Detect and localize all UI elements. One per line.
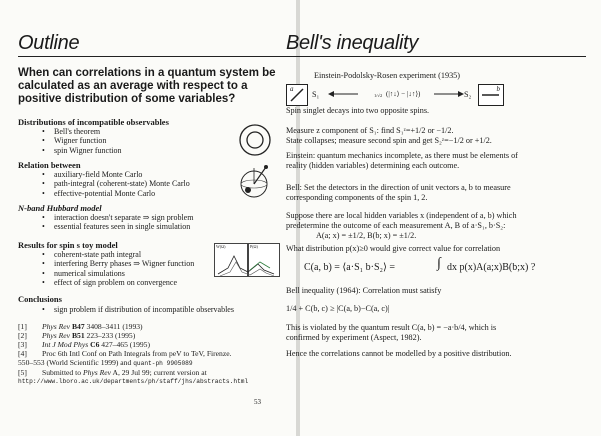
bell-setup-line-2: corresponding components of the spin 1, 2. bbox=[286, 193, 428, 202]
bell-setup-line-1: Bell: Set the detectors in the direction of unit vectors a, b to measure bbox=[286, 183, 511, 192]
arrow-left-icon bbox=[328, 88, 360, 100]
plot-a-label: W(Ω) bbox=[216, 244, 226, 249]
section-list-conclusions bbox=[54, 305, 234, 314]
spin-singlet-line: Spin singlet decays into two opposite spins. bbox=[286, 106, 430, 115]
list-item: • essential features seen in single simulation bbox=[54, 222, 193, 231]
reference-2: [2] Phys Rev B51 223–233 (1995) bbox=[18, 331, 136, 340]
list-item: • numerical simulations bbox=[54, 269, 194, 278]
bell-inequality-line: Bell inequality (1964): Correlation must satisfy bbox=[286, 286, 442, 295]
wigner-surface-graphic bbox=[214, 250, 278, 280]
spin-s1-label: S₁ bbox=[312, 90, 320, 99]
norm-factor: 1/√2 bbox=[374, 93, 383, 98]
reference-3: [3] Int J Mod Phys C6 427–465 (1995) bbox=[18, 340, 151, 349]
list-item: • Wigner function bbox=[54, 136, 122, 145]
einstein-line-1: Einstein: quantum mechanics incomplete, as there must be elements of bbox=[286, 151, 518, 160]
measure-line-2: State collapses; measure second spin and get S₂ᶻ=−1/2 or +1/2. bbox=[286, 136, 492, 145]
hidden-vars-line-3: A(a; x) = ±1/2, B(b; x) = ±1/2. bbox=[316, 231, 417, 240]
einstein-line-2: reality (hidden variables) determining each outcome. bbox=[286, 161, 460, 170]
section-list-results bbox=[54, 250, 194, 288]
list-item: • spin Wigner function bbox=[54, 146, 122, 155]
page-number: 53 bbox=[254, 398, 261, 406]
section-list-distributions bbox=[54, 127, 122, 155]
hidden-vars-line-1: Suppose there are local hidden variables x (independent of a, b) which bbox=[286, 211, 517, 220]
bloch-sphere-icon bbox=[236, 162, 276, 202]
plot-b-label: P(Ω) bbox=[250, 244, 258, 249]
hidden-vars-line-2: predetermine the outcome of each measurement A, B of a·S₁, b·S₂: bbox=[286, 221, 506, 230]
epr-caption: Einstein-Podolsky-Rosen experiment (1935) bbox=[314, 71, 460, 80]
sphere-target-icon bbox=[238, 123, 272, 157]
integral-sign-icon: ∫ bbox=[437, 256, 441, 271]
singlet-state: (|↑↓⟩ − |↓↑⟩) bbox=[386, 90, 421, 98]
list-item: • interaction doesn't separate ⇒ sign problem bbox=[54, 213, 193, 222]
distribution-line: What distribution p(x)≥0 would give correct value for correlation bbox=[286, 244, 501, 253]
section-title-conclusions: Conclusions bbox=[18, 294, 62, 304]
references bbox=[18, 322, 288, 386]
arrow-right-icon bbox=[432, 88, 464, 100]
reference-4-cont: 550–553 (World Scientific 1999) and quant-ph 9905089 bbox=[18, 358, 193, 367]
list-item: • sign problem if distribution of incompatible observables bbox=[54, 305, 234, 314]
list-item: • effective-potential Monte Carlo bbox=[54, 189, 190, 198]
reference-5-url[interactable]: http://www.lboro.ac.uk/departments/ph/staff/jhs/abstracts.html bbox=[18, 378, 249, 385]
bell-title: Bell's inequality bbox=[286, 32, 419, 54]
list-item: • path-integral (coherent-state) Monte Carlo bbox=[54, 179, 190, 188]
detector-a-arrow-icon bbox=[287, 85, 307, 105]
bell-inequality-formula: 1/4 + C(b, c) ≥ |C(a, b)−C(a, c)| bbox=[286, 304, 390, 313]
spin-s2-label: S₂ bbox=[464, 90, 472, 99]
list-item: • interfering Berry phases ⇒ Wigner function bbox=[54, 259, 194, 268]
section-list-relation bbox=[54, 170, 190, 198]
violation-line-2: confirmed by experiment (Aspect, 1982). bbox=[286, 333, 422, 342]
list-item: • auxiliary-field Monte Carlo bbox=[54, 170, 190, 179]
detector-b-arrow-icon bbox=[479, 85, 503, 105]
reference-1: [1] Phys Rev B47 3408–3411 (1993) bbox=[18, 322, 143, 331]
reference-4: [4] Proc 6th Intl Conf on Path Integrals from peV to TeV, Firenze. bbox=[18, 349, 232, 358]
list-item: • Bell's theorem bbox=[54, 127, 122, 136]
outline-title-rule bbox=[18, 56, 286, 57]
violation-line-1: This is violated by the quantum result C(a, b) = −a·b/4, which is bbox=[286, 323, 497, 332]
section-title-relation: Relation between bbox=[18, 160, 81, 170]
section-title-results: Results for spin s toy model bbox=[18, 240, 118, 250]
bell-title-rule bbox=[286, 56, 586, 57]
detector-b: b bbox=[478, 84, 504, 106]
section-list-hubbard bbox=[54, 213, 193, 232]
outline-title: Outline bbox=[18, 32, 80, 54]
outline-headline: When can correlations in a quantum system be calculated as an average with respect to a positive distribution of some variables? bbox=[18, 67, 276, 105]
section-title-hubbard: N-band Hubbard model bbox=[18, 203, 102, 213]
detector-a: a bbox=[286, 84, 308, 106]
list-item: • effect of sign problem on convergence bbox=[54, 278, 194, 287]
measure-line-1: Measure z component of S₁: find S₁ᶻ=+1/2 or −1/2. bbox=[286, 126, 454, 135]
reference-5: [5] Submitted to Phys Rev A, 29 Jul 99; current version at bbox=[18, 368, 207, 377]
section-title-distributions: Distributions of incompatible observables bbox=[18, 117, 169, 127]
correlation-equation-rhs: dx p(x)A(a;x)B(b;x) ? bbox=[447, 262, 536, 273]
conclusion-line: Hence the correlations cannot be modelled by a positive distribution. bbox=[286, 349, 512, 358]
list-item: • coherent-state path integral bbox=[54, 250, 194, 259]
correlation-equation-lhs: C(a, b) = ⟨a·S₁ b·S₂⟩ = bbox=[304, 262, 396, 273]
